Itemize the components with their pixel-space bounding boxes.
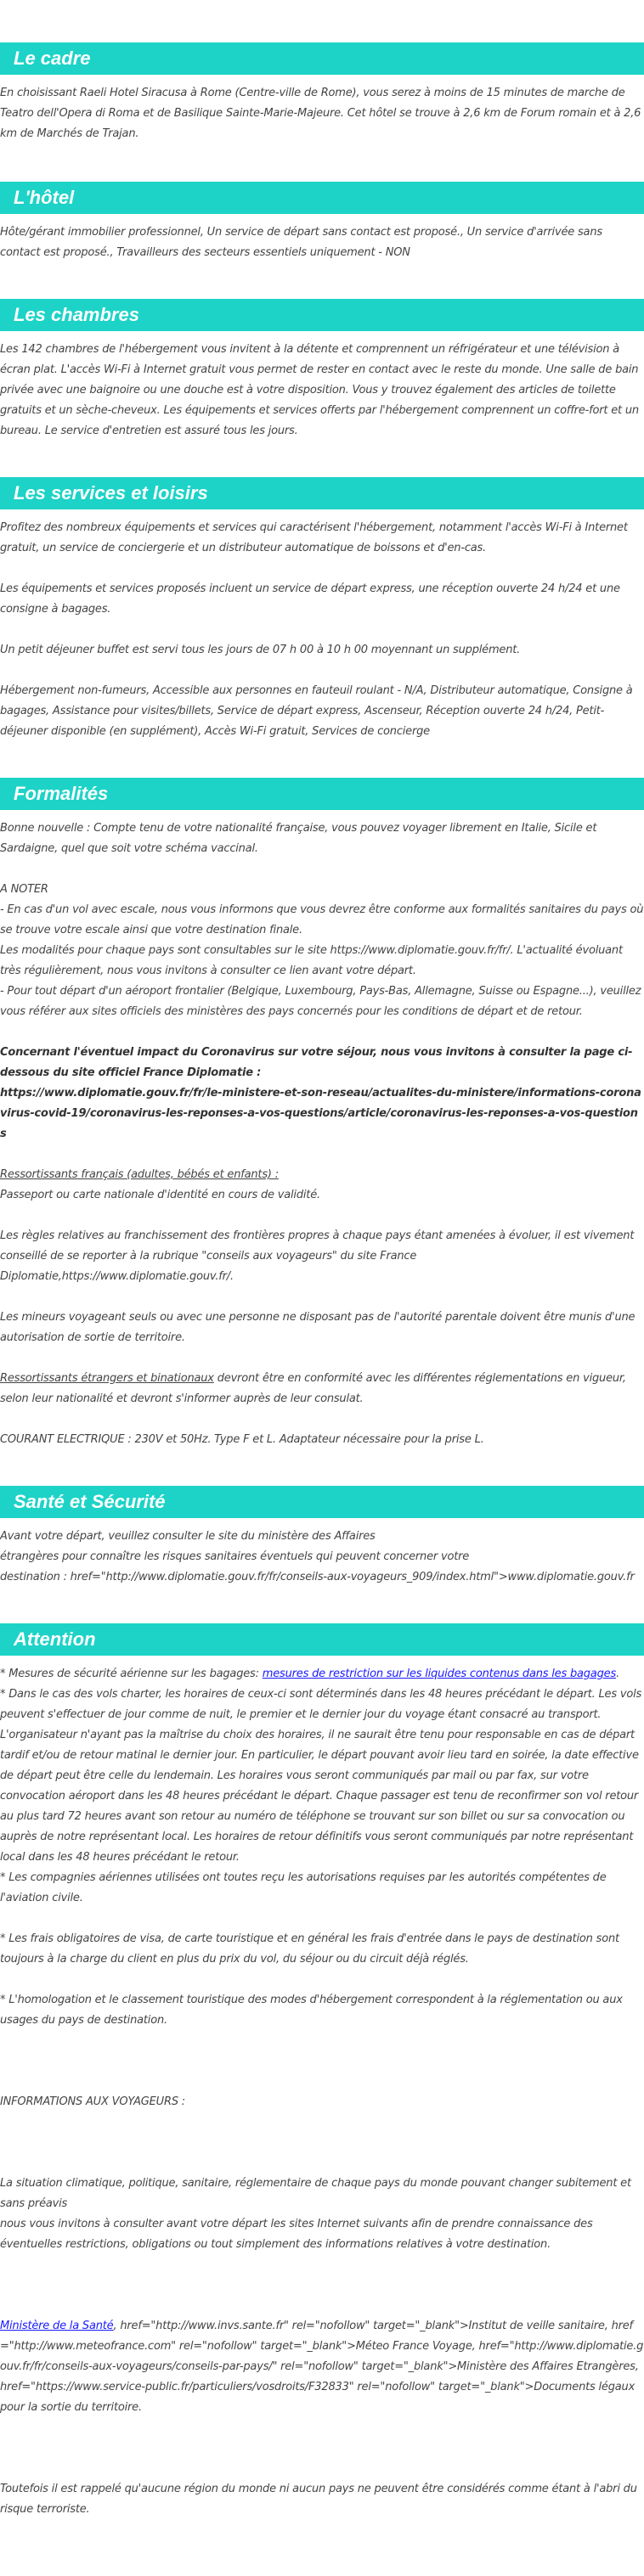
formalites-noter-2: Les modalités pour chaque pays sont consultables sur le site https://www.diplomatie.gouv.fr/fr/. L'actualité évoluant très régulièrement, nous vous invitons à consulter ce lien avant votre départ. xyxy=(0,944,623,977)
formalites-noter-title: A NOTER xyxy=(0,883,48,896)
attention-m4: * Les frais obligatoires de visa, de carte touristique et en général les frais d'entrée dans le pays de destination sont toujours à la charge du client en plus du prix du vol, du séjour ou du circuit déjà réglés. xyxy=(0,1932,619,1966)
formalites-noter-3: - Pour tout départ d'un aéroport frontalier (Belgique, Luxembourg, Pays-Bas, Allemagne, Suisse ou Espagne...), veuillez vous référer aux sites officiels des ministères des pays concernés pour les conditions de départ et de retour. xyxy=(0,985,641,1018)
attention-m3: * Les compagnies aériennes utilisées ont toutes reçu les autorisations requises par les autorités compétentes de l'aviation civile. xyxy=(0,1871,607,1904)
formalites-etr-title: Ressortissants étrangers et binationaux xyxy=(0,1372,214,1385)
attention-terror: Toutefois il est rappelé qu'aucune région du monde ni aucun pays ne peuvent être considérés comme étant à l'abri du risque terroriste. xyxy=(0,2483,637,2516)
formalites-fr-title: Ressortissants français (adultes, bébés et enfants) : xyxy=(0,1168,279,1181)
formalites-etrangers xyxy=(0,1369,644,1409)
formalites-mineurs: Les mineurs voyageant seuls ou avec une personne ne disposant pas de l'autorité parentale doivent être munis d'une autorisation de sortie de territoire. xyxy=(0,1311,636,1344)
attention-clim-1: La situation climatique, politique, sanitaire, réglementaire de chaque pays du monde pouvant changer subitement et sans préavis xyxy=(0,2177,631,2210)
section-hotel xyxy=(0,182,644,263)
section-chambres xyxy=(0,299,644,442)
section-services xyxy=(0,477,644,742)
attention-m1 xyxy=(0,1664,644,1685)
section-title-cadre: Le cadre xyxy=(0,42,644,75)
section-formalites xyxy=(0,778,644,1450)
attention-m1-suffix: . xyxy=(616,1668,619,1680)
attention-m2: * Dans le cas des vols charter, les horaires de ceux-ci sont déterminés dans les 48 heures précédant le départ. Les vols peuvent s'effectuer de jour comme de nuit, le premier et le dernier jour du voyage étant consacré au transport. L'organisateur n'ayant pas la maîtrise du choix des horaires, il ne saurait être tenu pour responsable en cas de départ tardif et/ou de retour matinal le dernier jour. En particulier, le départ pouvant avoir lieu tard en soirée, la date effective de départ peut être celle du lendemain. Les horaires vous seront communiqués par mail ou par fax, sur votre convocation aéroport dans les 48 heures précédant le départ. Chaque passager est tenu de reconfirmer son vol retour au plus tard 72 heures avant son retour au numéro de téléphone se trouvant sur son billet ou sur sa convocation ou auprès de notre représentant local. Les horaires de retour définitifs vous seront communiqués par notre représentant local dans les 48 heures précédant le retour. xyxy=(0,1688,642,1864)
liquids-restriction-link[interactable]: mesures de restriction sur les liquides contenus dans les bagages xyxy=(262,1668,617,1680)
section-title-formalites: Formalités xyxy=(0,778,644,810)
section-title-sante: Santé et Sécurité xyxy=(0,1486,644,1518)
attention-links-rest: , href="http://www.invs.sante.fr" rel="nofollow" target="_blank">Institut de veille sanitaire, href="http://www.meteofrance.com" rel="nofollow" target="_blank">Méteo France Voyage, href="http://www.diplomatie.gouv.fr/fr/conseils-aux-voyageurs/conseils-par-pays/" rel="nofollow" target="_blank">Ministère des Affaires Etrangères, href="https://www.service-public.fr/particuliers/vosdroits/F32833" rel="nofollow" target="_blank">Documents légaux pour la sortie du territoire. xyxy=(0,2320,644,2414)
services-p3: Un petit déjeuner buffet est servi tous les jours de 07 h 00 à 10 h 00 moyennant un supplément. xyxy=(0,644,521,656)
services-p1: Profitez des nombreux équipements et services qui caractérisent l'hébergement, notamment l'accès Wi-Fi à Internet gratuit, un service de conciergerie et un distributeur automatique de boissons et d'en-cas. xyxy=(0,521,628,554)
ministere-sante-link[interactable]: Ministère de la Santé xyxy=(0,2320,114,2332)
formalites-etr-text: devront être en conformité avec les différentes réglementations en vigueur, selon leur nationalité et devront s'informer auprès de leur consulat. xyxy=(0,1372,626,1405)
section-attention xyxy=(0,1623,644,2520)
formalites-coronavirus-url: https://www.diplomatie.gouv.fr/fr/le-ministere-et-son-reseau/actualites-du-ministere/informations-coronavirus-covid-19/coronavirus-les-reponses-a-vos-questions/article/coronavirus-les-reponses-a-vos-questions xyxy=(0,1087,641,1140)
hotel-text: Hôte/gérant immobilier professionnel, Un service de départ sans contact est proposé., Un service d'arrivée sans contact est proposé., Travailleurs des secteurs essentiels uniquement - NON xyxy=(0,226,602,259)
attention-clim-2: nous vous invitons à consulter avant votre départ les sites Internet suivants afin de prendre connaissance des éventuelles restrictions, obligations ou tout simplement des informations relatives à votre destination. xyxy=(0,2218,593,2251)
section-title-attention: Attention xyxy=(0,1623,644,1656)
formalites-courant: COURANT ELECTRIQUE : 230V et 50Hz. Type F et L. Adaptateur nécessaire pour la prise L. xyxy=(0,1433,484,1446)
sante-line2: étrangères pour connaître les risques sanitaires éventuels qui peuvent concerner votre xyxy=(0,1550,470,1563)
sante-line3: destination : href="http://www.diplomatie.gouv.fr/fr/conseils-aux-voyageurs_909/index.html">www.diplomatie.gouv.fr xyxy=(0,1571,635,1583)
section-cadre xyxy=(0,42,644,144)
formalites-coronavirus-text: Concernant l'éventuel impact du Coronavirus sur votre séjour, nous vous invitons à consulter la page ci-dessous du site officiel France Diplomatie : xyxy=(0,1046,633,1079)
section-sante xyxy=(0,1486,644,1588)
attention-m5: * L'homologation et le classement touristique des modes d'hébergement correspondent à la réglementation ou aux usages du pays de destination. xyxy=(0,1994,623,2027)
attention-m1-prefix: * Mesures de sécurité aérienne sur les bagages: xyxy=(0,1668,263,1680)
chambres-text: Les 142 chambres de l'hébergement vous invitent à la détente et comprennent un réfrigérateur et une télévision à écran plat. L'accès Wi-Fi à Internet gratuit vous permet de rester en contact avec le reste du monde. Une salle de bain privée avec une baignoire ou une douche est à votre disposition. Vous y trouvez également des articles de toilette gratuits et un sèche-cheveux. Les équipements et services offerts par l'hébergement comprennent un coffre-fort et un bureau. Le service d'entretien est assuré tous les jours. xyxy=(0,343,639,437)
section-title-hotel: L'hôtel xyxy=(0,182,644,214)
cadre-text: En choisissant Raeli Hotel Siracusa à Rome (Centre-ville de Rome), vous serez à moins de 15 minutes de marche de Teatro dell'Opera di Roma et de Basilique Sainte-Marie-Majeure. Cet hôtel se trouve à 2,6 km de Forum romain et à 2,6 km de Marchés de Trajan. xyxy=(0,87,641,140)
formalites-p1: Bonne nouvelle : Compte tenu de votre nationalité française, vous pouvez voyager librement en Italie, Sicile et Sardaigne, quel que soit votre schéma vaccinal. xyxy=(0,822,597,855)
section-title-services: Les services et loisirs xyxy=(0,477,644,509)
formalites-fr-text: Passeport ou carte nationale d'identité en cours de validité. xyxy=(0,1189,320,1201)
services-p4: Hébergement non-fumeurs, Accessible aux personnes en fauteuil roulant - N/A, Distributeur automatique, Consigne à bagages, Assistance pour visites/billets, Service de départ express, Ascenseur, Réception ouverte 24 h/24, Petit-déjeuner disponible (en supplément), Accès Wi-Fi gratuit, Services de concierge xyxy=(0,684,633,738)
sante-line1: Avant votre départ, veuillez consulter le site du ministère des Affaires xyxy=(0,1530,376,1543)
formalites-noter-1: - En cas d'un vol avec escale, nous vous informons que vous devrez être conforme aux formalités sanitaires du pays où se trouve votre escale ainsi que votre destination finale. xyxy=(0,903,644,936)
attention-info-title: INFORMATIONS AUX VOYAGEURS : xyxy=(0,2095,185,2108)
attention-links xyxy=(0,2316,644,2418)
formalites-regles: Les règles relatives au franchissement des frontières propres à chaque pays étant amenées à évoluer, il est vivement conseillé de se reporter à la rubrique "conseils aux voyageurs" du site France Diplomatie,https://www.diplomatie.gouv.fr/. xyxy=(0,1229,635,1283)
section-title-chambres: Les chambres xyxy=(0,299,644,331)
services-p2: Les équipements et services proposés incluent un service de départ express, une réception ouverte 24 h/24 et une consigne à bagages. xyxy=(0,582,620,616)
